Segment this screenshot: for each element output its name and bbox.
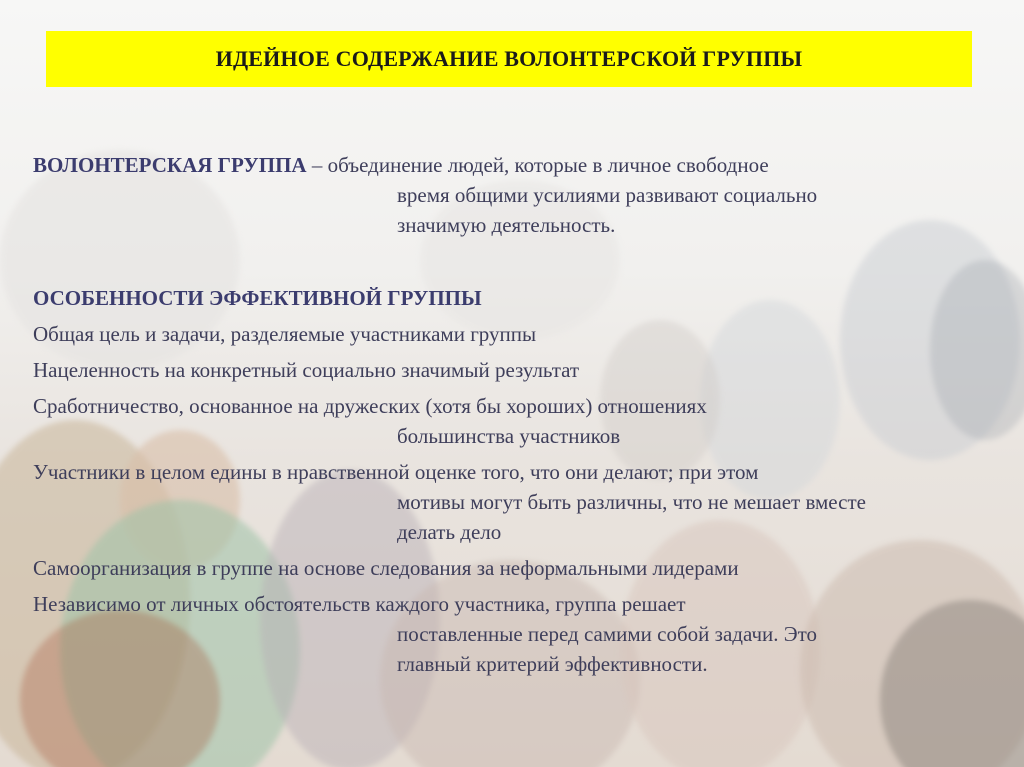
slide-title: ИДЕЙНОЕ СОДЕРЖАНИЕ ВОЛОНТЕРСКОЙ ГРУППЫ (215, 46, 803, 71)
feature-line: Общая цель и задачи, разделяемые участниками группы (33, 322, 537, 346)
slide-body (33, 150, 993, 679)
title-banner (46, 31, 972, 87)
feature-line: делать дело (397, 520, 502, 544)
feature-line: Самоорганизация в группе на основе следования за неформальными лидерами (33, 556, 739, 580)
feature-line: поставленные перед самими собой задачи. Это (397, 622, 818, 646)
feature-line: большинства участников (397, 424, 621, 448)
feature-line: Независимо от личных обстоятельств каждого участника, группа решает (33, 592, 686, 616)
definition-paragraph (33, 150, 993, 240)
feature-line: Участники в целом едины в нравственной оценке того, что они делают; при этом (33, 460, 759, 484)
feature-item (33, 457, 993, 547)
feature-item (33, 391, 993, 451)
feature-item (33, 553, 993, 583)
definition-line-3: значимую деятельность. (397, 213, 616, 237)
feature-line: мотивы могут быть различны, что не мешает вместе (397, 490, 866, 514)
feature-item (33, 355, 993, 385)
definition-text: – объединение людей, которые в личное свободное (306, 153, 769, 177)
feature-item (33, 589, 993, 679)
definition-term: ВОЛОНТЕРСКАЯ ГРУППА (33, 153, 307, 177)
definition-line-2: время общими усилиями развивают социально (397, 183, 818, 207)
feature-line: главный критерий эффективности. (397, 652, 708, 676)
feature-item (33, 319, 993, 349)
features-heading: ОСОБЕННОСТИ ЭФФЕКТИВНОЙ ГРУППЫ (33, 286, 482, 310)
definition-line-1 (33, 150, 993, 180)
feature-line: Сработничество, основанное на дружеских (хотя бы хороших) отношениях (33, 394, 707, 418)
feature-line: Нацеленность на конкретный социально значимый результат (33, 358, 580, 382)
